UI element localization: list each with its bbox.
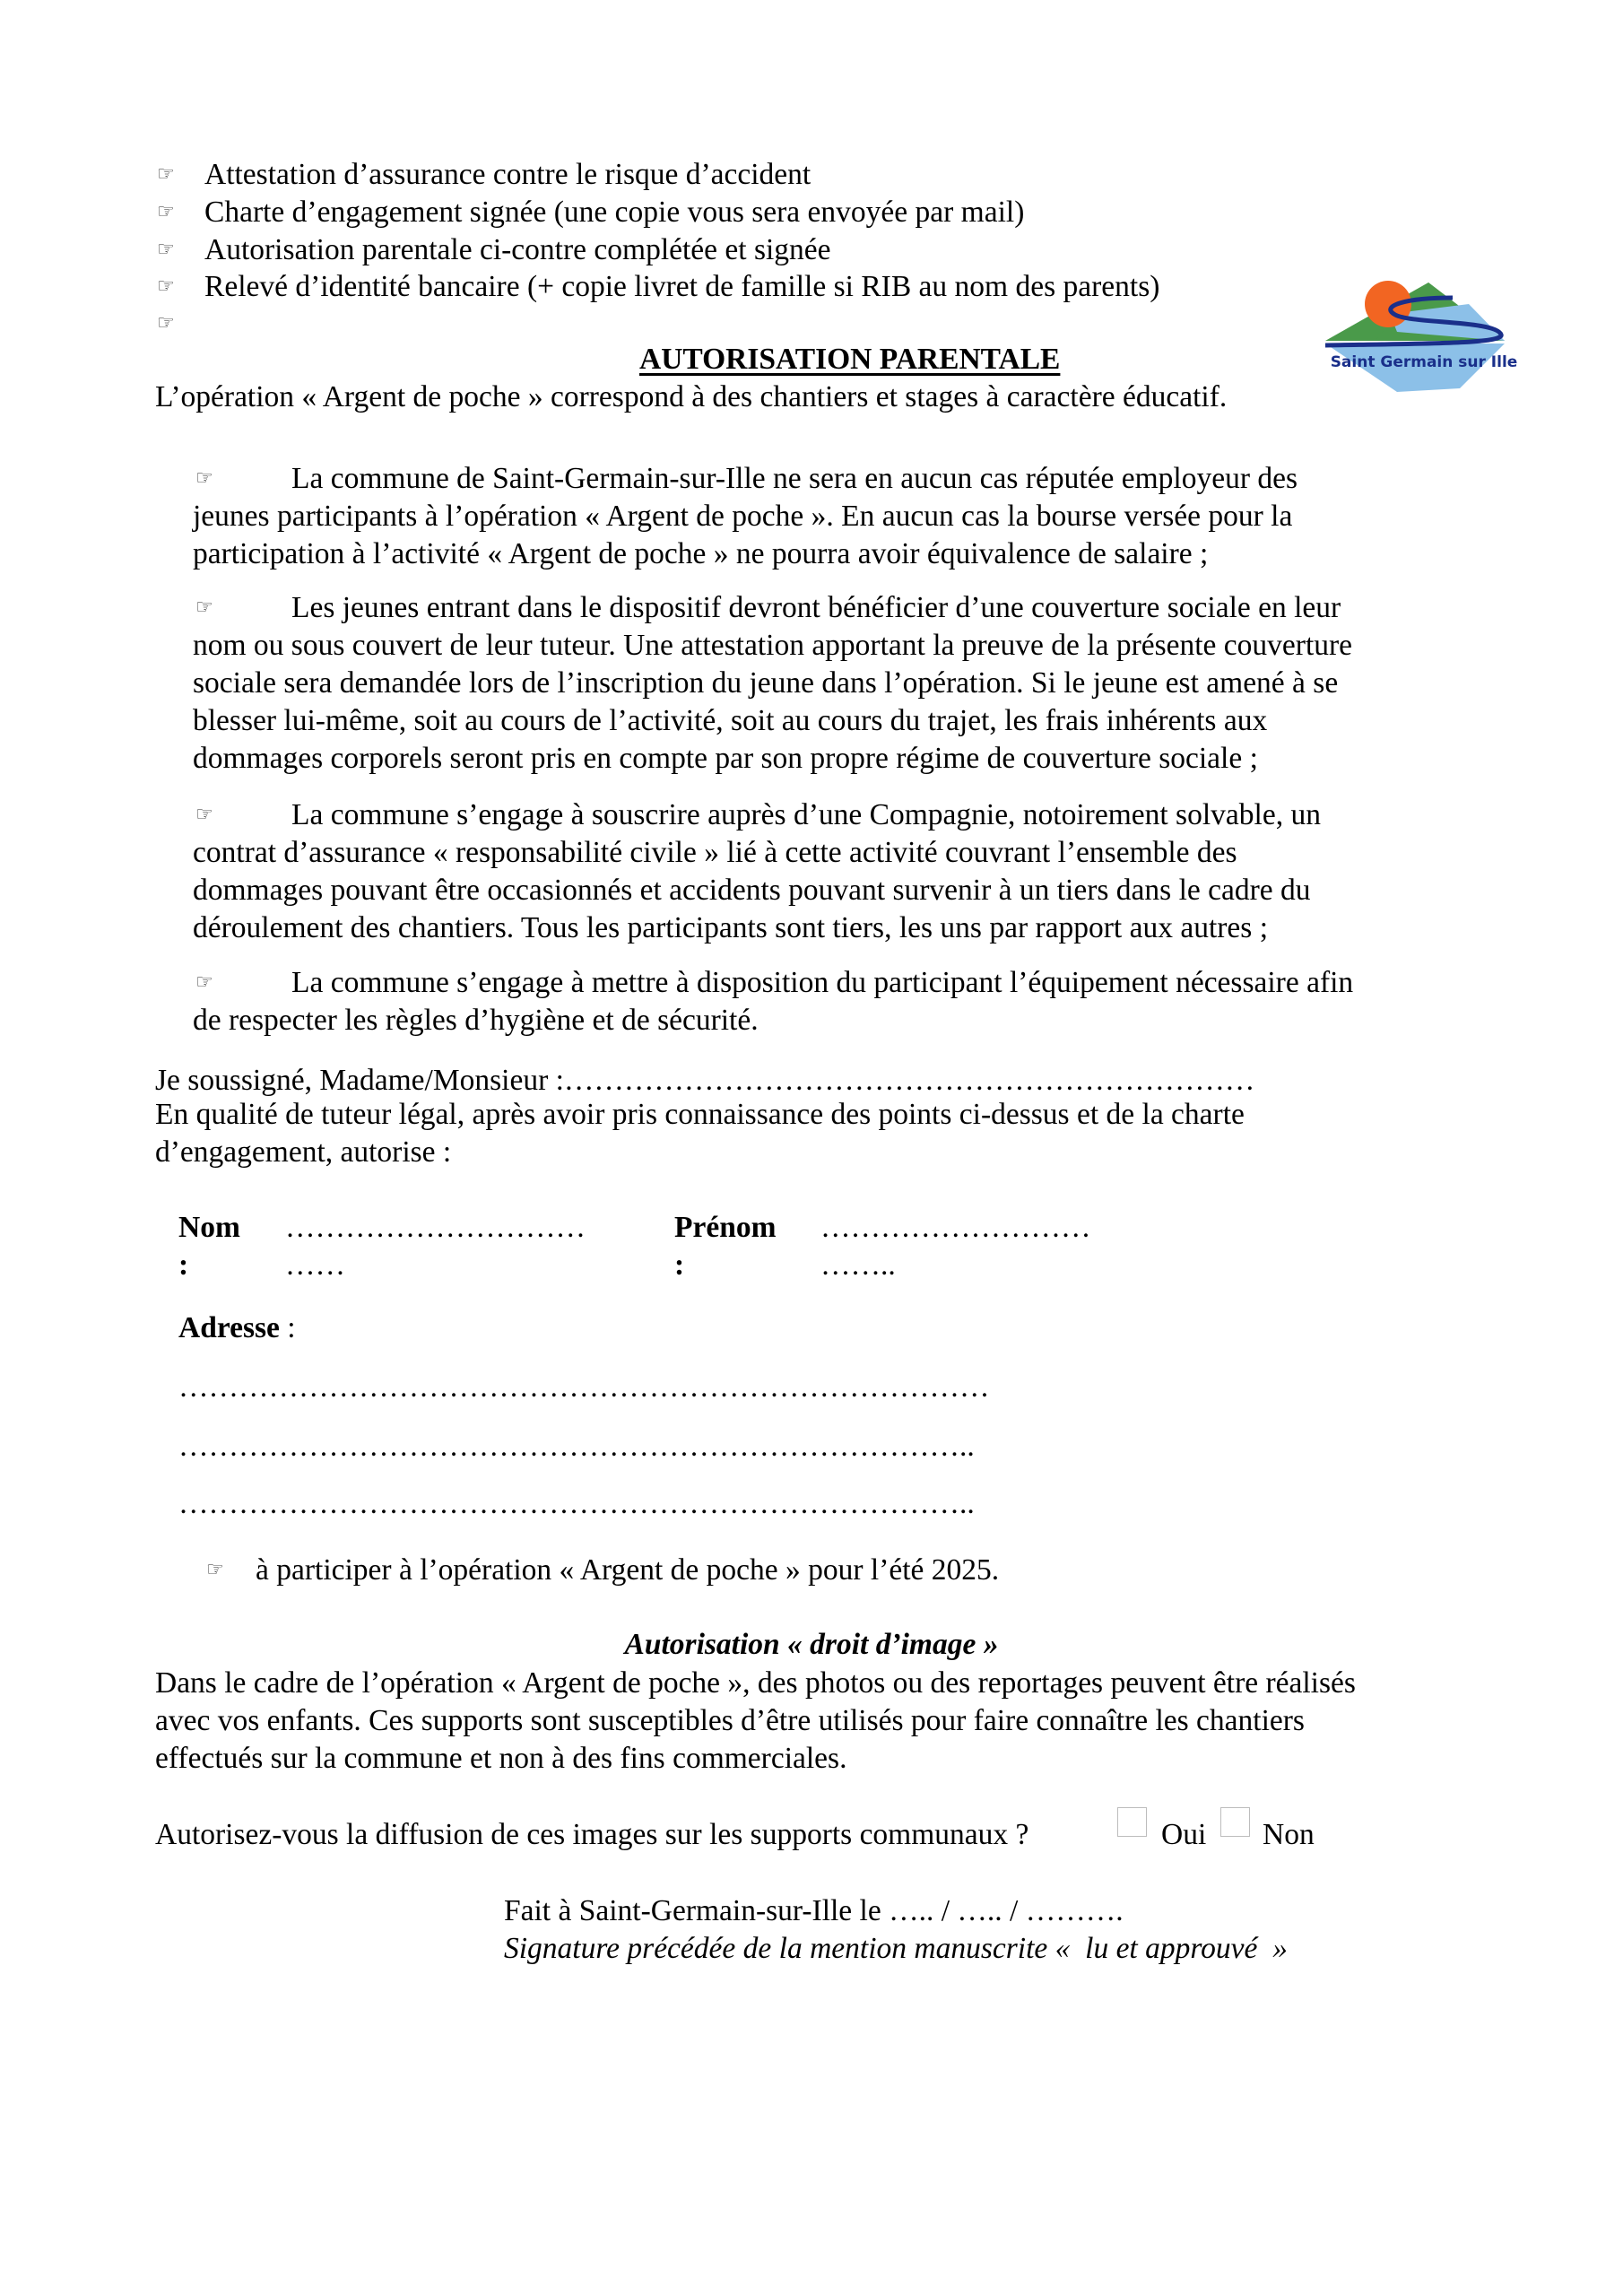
condition-line: blesser lui-même, soit au cours de l’activité, soit au cours du trajet, les frais inhérents aux [193, 704, 1268, 737]
condition-line: La commune s’engage à souscrire auprès d’une Compagnie, notoirement solvable, un [291, 798, 1321, 831]
condition-line: dommages pouvant être occasionnés et accidents pouvant survenir à un tiers dans le cadre du [193, 874, 1311, 907]
condition-line: participation à l’activité « Argent de poche » ne pourra avoir équivalence de salaire ; [193, 537, 1209, 570]
yes-label: Oui [1161, 1818, 1207, 1851]
pointing-hand-icon: ☞ [195, 971, 213, 994]
condition-line: jeunes participants à l’opération « Argent de poche ». En aucun cas la bourse versée pour la [193, 500, 1293, 533]
pointing-hand-icon: ☞ [195, 804, 213, 826]
pointing-hand-icon: ☞ [195, 467, 213, 490]
image-rights-text: Dans le cadre de l’opération « Argent de poche », des photos ou des reportages peuvent être réalisés [155, 1666, 1356, 1700]
intro-text: L’opération « Argent de poche » correspond à des chantiers et stages à caractère éducatif. [155, 380, 1228, 413]
pointing-hand-icon: ☞ [157, 201, 175, 223]
image-rights-text: avec vos enfants. Ces supports sont susceptibles d’être utilisés pour faire connaître les chantiers [155, 1704, 1305, 1737]
place-date-field[interactable]: Fait à Saint-Germain-sur-Ille le ….. / ….. / ………. [504, 1894, 1124, 1927]
adresse-field-line[interactable]: ……………………………………………………………………… [178, 1370, 990, 1404]
pointing-hand-icon: ☞ [157, 163, 175, 186]
image-rights-question: Autorisez-vous la diffusion de ces images sur les supports communaux ? [155, 1818, 1029, 1851]
page-title: AUTORISATION PARENTALE [639, 343, 1061, 376]
nom-field[interactable]: ………………………… [285, 1211, 586, 1244]
adresse-colon: : [279, 1311, 296, 1344]
image-rights-title: Autorisation « droit d’image » [624, 1628, 999, 1661]
condition-line: contrat d’assurance « responsabilité civile » lié à cette activité couvrant l’ensemble des [193, 836, 1237, 869]
signature-mention: Signature précédée de la mention manuscrite « lu et approuvé » [504, 1932, 1288, 1965]
checklist-item: Charte d’engagement signée (une copie vous sera envoyée par mail) [204, 196, 1025, 229]
condition-line: nom ou sous couvert de leur tuteur. Une attestation apportant la preuve de la présente couverture [193, 629, 1353, 662]
pointing-hand-icon: ☞ [157, 275, 175, 298]
pointing-hand-icon: ☞ [157, 239, 175, 261]
condition-line: Les jeunes entrant dans le dispositif devront bénéficier d’une couverture sociale en leur [291, 591, 1341, 624]
condition-line: La commune s’engage à mettre à disposition du participant l’équipement nécessaire afin [291, 966, 1354, 999]
checklist-item: Attestation d’assurance contre le risque d’accident [204, 158, 812, 191]
no-checkbox[interactable] [1220, 1807, 1250, 1837]
condition-line: déroulement des chantiers. Tous les participants sont tiers, les uns par rapport aux autres ; [193, 911, 1268, 944]
condition-line: sociale sera demandée lors de l’inscription du jeune dans l’opération. Si le jeune est amené à se [193, 666, 1339, 700]
adresse-label: Adresse [178, 1311, 280, 1344]
pointing-hand-icon: ☞ [195, 596, 213, 619]
logo-text: Saint Germain sur Ille [1330, 353, 1518, 371]
logo-graphic [1325, 274, 1524, 399]
nom-field-cont[interactable]: …… [285, 1248, 345, 1282]
declaration-text: En qualité de tuteur légal, après avoir pris connaissance des points ci-dessus et de la charte [155, 1098, 1245, 1131]
pointing-hand-icon: ☞ [206, 1559, 224, 1581]
signatory-field[interactable]: Je soussigné, Madame/Monsieur :…………………………………………………………… [155, 1064, 1255, 1097]
no-label: Non [1263, 1818, 1315, 1851]
condition-line: dommages corporels seront pris en compte par son propre régime de couverture sociale ; [193, 742, 1258, 775]
nom-label: Nom [178, 1211, 240, 1244]
prenom-label: Prénom [674, 1211, 777, 1244]
yes-checkbox[interactable] [1117, 1807, 1147, 1837]
prenom-field-cont[interactable]: …….. [820, 1248, 896, 1282]
declaration-text: d’engagement, autorise : [155, 1135, 452, 1169]
checklist-item: Autorisation parentale ci-contre complétée et signée [204, 233, 831, 266]
adresse-label-row [178, 1309, 296, 1347]
image-rights-text: effectués sur la commune et non à des fins commerciales. [155, 1742, 847, 1775]
prenom-colon: : [674, 1248, 685, 1282]
adresse-field-line[interactable]: …………………………………………………………………….. [178, 1487, 975, 1520]
nom-colon: : [178, 1248, 189, 1282]
municipality-logo [1325, 274, 1524, 399]
condition-line: La commune de Saint-Germain-sur-Ille ne sera en aucun cas réputée employeur des [291, 462, 1298, 495]
participation-text: à participer à l’opération « Argent de poche » pour l’été 2025. [256, 1553, 1000, 1587]
checklist-item: Relevé d’identité bancaire (+ copie livret de famille si RIB au nom des parents) [204, 270, 1160, 303]
adresse-field-line[interactable]: …………………………………………………………………….. [178, 1430, 975, 1463]
prenom-field[interactable]: ……………………… [820, 1211, 1091, 1244]
pointing-hand-icon: ☞ [157, 312, 175, 335]
condition-line: de respecter les règles d’hygiène et de sécurité. [193, 1004, 759, 1037]
